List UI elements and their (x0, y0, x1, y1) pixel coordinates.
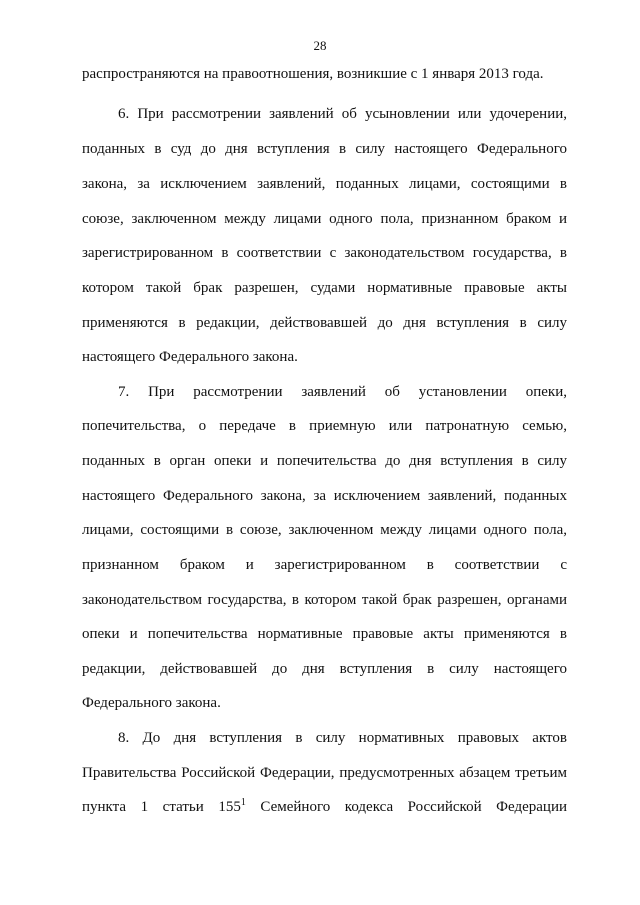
superscript-marker: 1 (240, 797, 246, 808)
paragraph-7-first-line: 7. При рассмотрении заявлений об установлении опеки, (118, 384, 567, 400)
text-line: котором такой брак разрешен, судами нормативные правовые акты (82, 280, 567, 296)
text-segment: пункта 1 статьи 155 (82, 799, 241, 815)
paragraph-6-first-line: 6. При рассмотрении заявлений об усыновлении или удочерении, (118, 106, 567, 122)
paragraph-8-first-line: 8. До дня вступления в силу нормативных правовых актов (118, 730, 567, 746)
text-line: поданных в суд до дня вступления в силу настоящего Федерального (82, 141, 567, 157)
text-line: союзе, заключенном между лицами одного пола, признанном браком и (82, 211, 567, 227)
text-line: применяются в редакции, действовавшей до дня вступления в силу (82, 315, 567, 331)
text-line: поданных в орган опеки и попечительства до дня вступления в силу (82, 453, 567, 469)
text-line: Правительства Российской Федерации, предусмотренных абзацем третьим (82, 765, 567, 781)
text-line: признанном браком и зарегистрированном в соответствии с (82, 557, 567, 573)
text-line: Федерального закона. (82, 695, 221, 711)
text-line: распространяются на правоотношения, возникшие с 1 января 2013 года. (82, 66, 544, 82)
text-line: зарегистрированном в соответствии с законодательством государства, в (82, 245, 567, 261)
text-segment: Семейного кодекса Российской Федерации (245, 799, 567, 815)
text-line: опеки и попечительства нормативные правовые акты применяются в (82, 626, 567, 642)
text-line: редакции, действовавшей до дня вступления в силу настоящего (82, 661, 567, 677)
text-line: закона, за исключением заявлений, поданных лицами, состоящими в (82, 176, 567, 192)
page-number: 28 (313, 38, 327, 53)
text-line: законодательством государства, в котором такой брак разрешен, органами (82, 592, 567, 608)
text-line: попечительства, о передаче в приемную или патронатную семью, (82, 418, 567, 434)
text-line: настоящего Федерального закона, за исключением заявлений, поданных (82, 488, 567, 504)
text-line: лицами, состоящими в союзе, заключенном между лицами одного пола, (82, 522, 567, 538)
text-line-with-superscript (82, 797, 567, 817)
text-line: настоящего Федерального закона. (82, 349, 298, 365)
